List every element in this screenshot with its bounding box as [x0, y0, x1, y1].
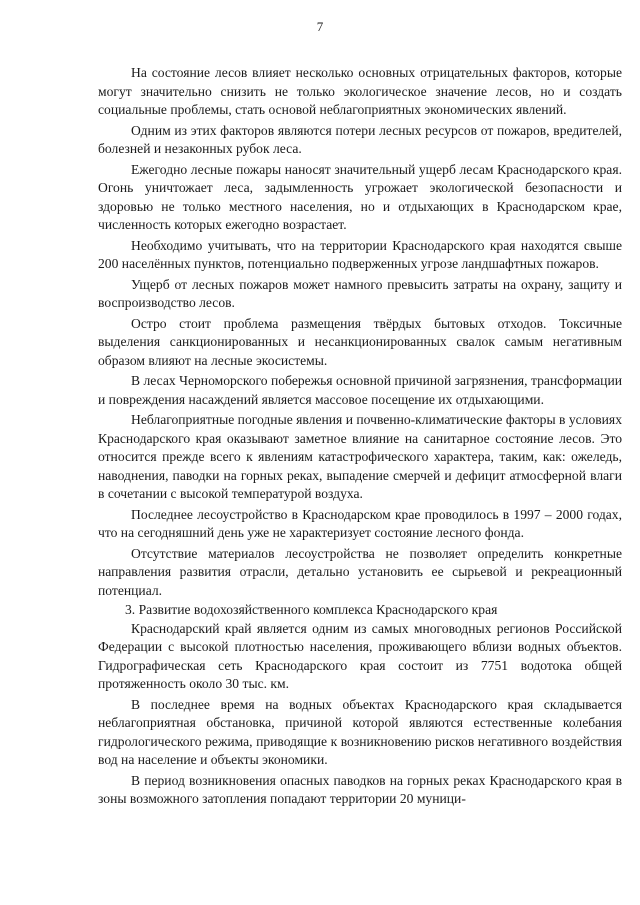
paragraph-black-sea-coast: В лесах Черноморского побережья основной причиной загрязнения, трансформации и повреждения насаждений является массовое посещение их отдыхающими. — [98, 373, 622, 407]
paragraph-flood-zones: В период возникновения опасных паводков на горных реках Краснодарского края в зоны возможного затопления попадают территории 20 муници- — [98, 772, 622, 806]
paragraph-weather-factors: Неблагоприятные погодные явления и почвенно-климатические факторы в условиях Краснодарского края оказывают заметное влияние на санитарное состояние лесов. Это относится прежде всего к явлениям катастрофического характера, таким, как: ожеледь, наводнения, паводки на горных реках, выпадение смерчей и дефицит атмосферной влаги в сочетании с высокой температурой воздуха. — [98, 412, 622, 501]
paragraph-water-situation: В последнее время на водных объектах Краснодарского края складывается неблагоприятная обстановка, причиной которой являются естественные колебания гидрологического режима, приводящие к возникновению рисков негативного воздействия вод на население и объекты экономики. — [98, 696, 622, 767]
section-heading: 3. Развитие водохозяйственного комплекса Краснодарского края — [125, 602, 498, 617]
paragraph-forest-factors: На состояние лесов влияет несколько основных отрицательных факторов, которые могут значительно снизить не только экологическое значение лесов, но и создать социальные проблемы, стать основой неблагоприятных экономических явлений. — [98, 65, 622, 117]
paragraph-resource-losses: Одним из этих факторов являются потери лесных ресурсов от пожаров, вредителей, болезней и незаконных рубок леса. — [98, 122, 622, 156]
paragraph-water-richness: Краснодарский край является одним из самых многоводных регионов Российской Федерации с высокой плотностью населения, проживающего вблизи водных объектов. Гидрографическая сеть Краснодарского края состоит из 7751 водотока общей протяженность около 30 тыс. км. — [98, 620, 622, 691]
page-number: 7 — [316, 19, 324, 34]
paragraph-solid-waste: Остро стоит проблема размещения твёрдых бытовых отходов. Токсичные выделения санкционированных и несанкционированных свалок самым негативным образом влияют на лесные экосистемы. — [98, 315, 622, 368]
paragraph-fire-damage: Ущерб от лесных пожаров может намного превысить затраты на охрану, защиту и воспроизводство лесов. — [98, 276, 622, 310]
paragraph-settlements-fire-risk: Необходимо учитывать, что на территории Краснодарского края находятся свыше 200 населённых пунктов, потенциально подверженных угрозе ландшафтных пожаров. — [98, 237, 622, 271]
paragraph-forest-fires: Ежегодно лесные пожары наносят значительный ущерб лесам Краснодарского края. Огонь уничтожает леса, задымленность угрожает экологической безопасности и здоровью не только местного населения, но и отдыхающих в Краснодарском крае, численность которых ежегодно возрастает. — [98, 161, 622, 232]
paragraph-missing-materials: Отсутствие материалов лесоустройства не позволяет определить конкретные направления развития отрасли, детально установить ее сырьевой и рекреационный потенциал. — [98, 545, 622, 598]
paragraph-forest-inventory: Последнее лесоустройство в Краснодарском крае проводилось в 1997 – 2000 годах, что на сегодняшний день уже не характеризует состояние лесного фонда. — [98, 506, 622, 540]
page-body — [98, 64, 622, 811]
